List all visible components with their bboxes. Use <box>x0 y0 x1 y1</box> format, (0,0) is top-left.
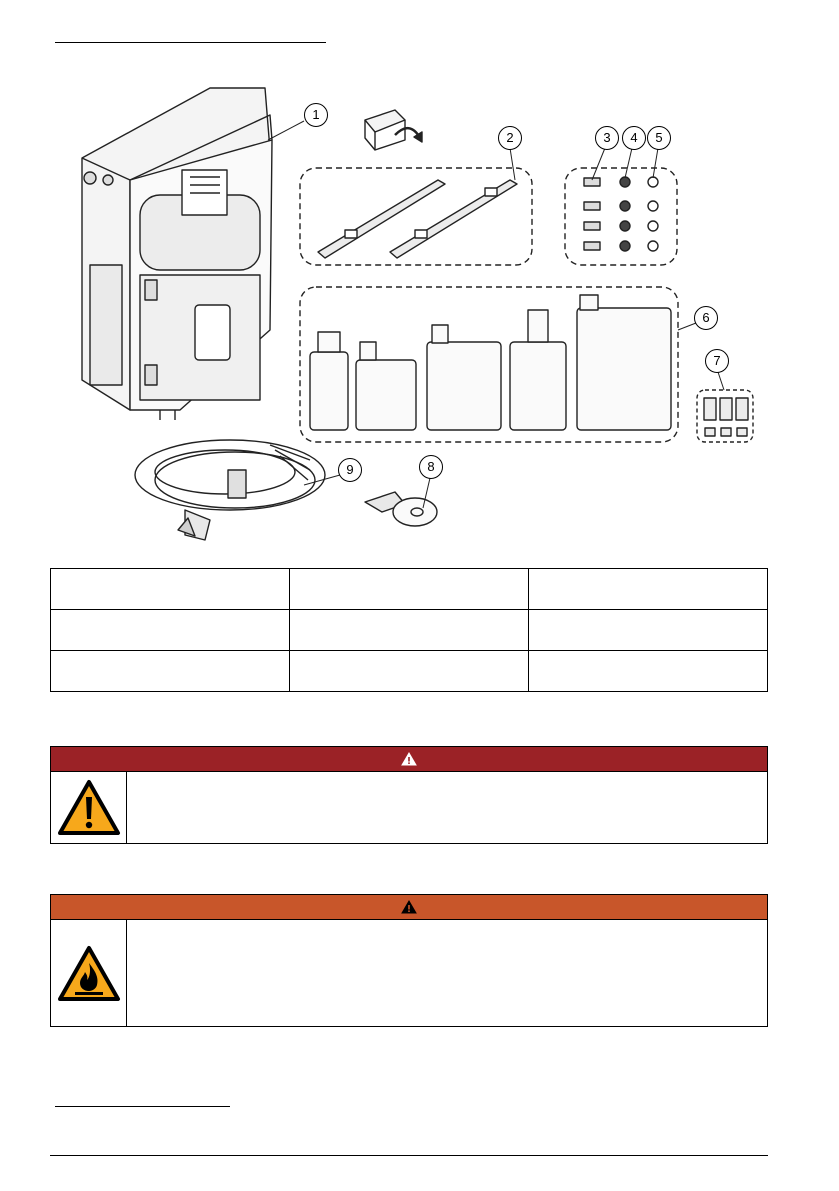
reagent-bottles <box>310 295 671 430</box>
screws-nuts-washers <box>584 177 658 251</box>
warning-body <box>51 920 767 1027</box>
package-contents-figure <box>60 80 780 560</box>
callout-8: 8 <box>419 455 443 479</box>
key <box>365 492 437 526</box>
callout-7: 7 <box>705 349 729 373</box>
power-cord <box>135 440 325 540</box>
callout-5: 5 <box>647 126 671 150</box>
table-row <box>51 569 768 610</box>
component-table <box>50 568 768 692</box>
callout-6: 6 <box>694 306 718 330</box>
warning-icon-cell <box>51 920 127 1027</box>
open-box-icon <box>365 110 422 150</box>
exclamation-triangle-icon <box>57 779 121 837</box>
table-row <box>51 651 768 692</box>
flammable-hazard-icon <box>57 945 121 1003</box>
warning-triangle-icon <box>401 752 417 766</box>
warning-header <box>51 895 767 920</box>
table-cell <box>529 569 768 610</box>
callout-1: 1 <box>304 103 328 127</box>
table-cell <box>51 569 290 610</box>
warning-text <box>127 772 767 844</box>
warning-text <box>127 920 767 1027</box>
warning-triangle-icon <box>401 900 417 914</box>
footer-rule <box>50 1155 768 1156</box>
callout-2: 2 <box>498 126 522 150</box>
tubing-fittings <box>704 398 748 436</box>
analyzer-enclosure <box>82 88 272 420</box>
warning-body <box>51 772 767 844</box>
table-cell <box>290 651 529 692</box>
table-cell <box>51 610 290 651</box>
warning-box-flammable <box>50 894 768 1027</box>
warning-box-general <box>50 746 768 844</box>
callout-3: 3 <box>595 126 619 150</box>
footnote-rule <box>55 1106 230 1107</box>
table-cell <box>290 569 529 610</box>
header-rule <box>55 42 326 43</box>
table-cell <box>529 651 768 692</box>
table-row <box>51 610 768 651</box>
callout-4: 4 <box>622 126 646 150</box>
table-cell <box>51 651 290 692</box>
table-cell <box>290 610 529 651</box>
table-cell <box>529 610 768 651</box>
warning-icon-cell <box>51 772 127 844</box>
mounting-brackets <box>318 180 517 258</box>
callout-9: 9 <box>338 458 362 482</box>
warning-header <box>51 747 767 772</box>
